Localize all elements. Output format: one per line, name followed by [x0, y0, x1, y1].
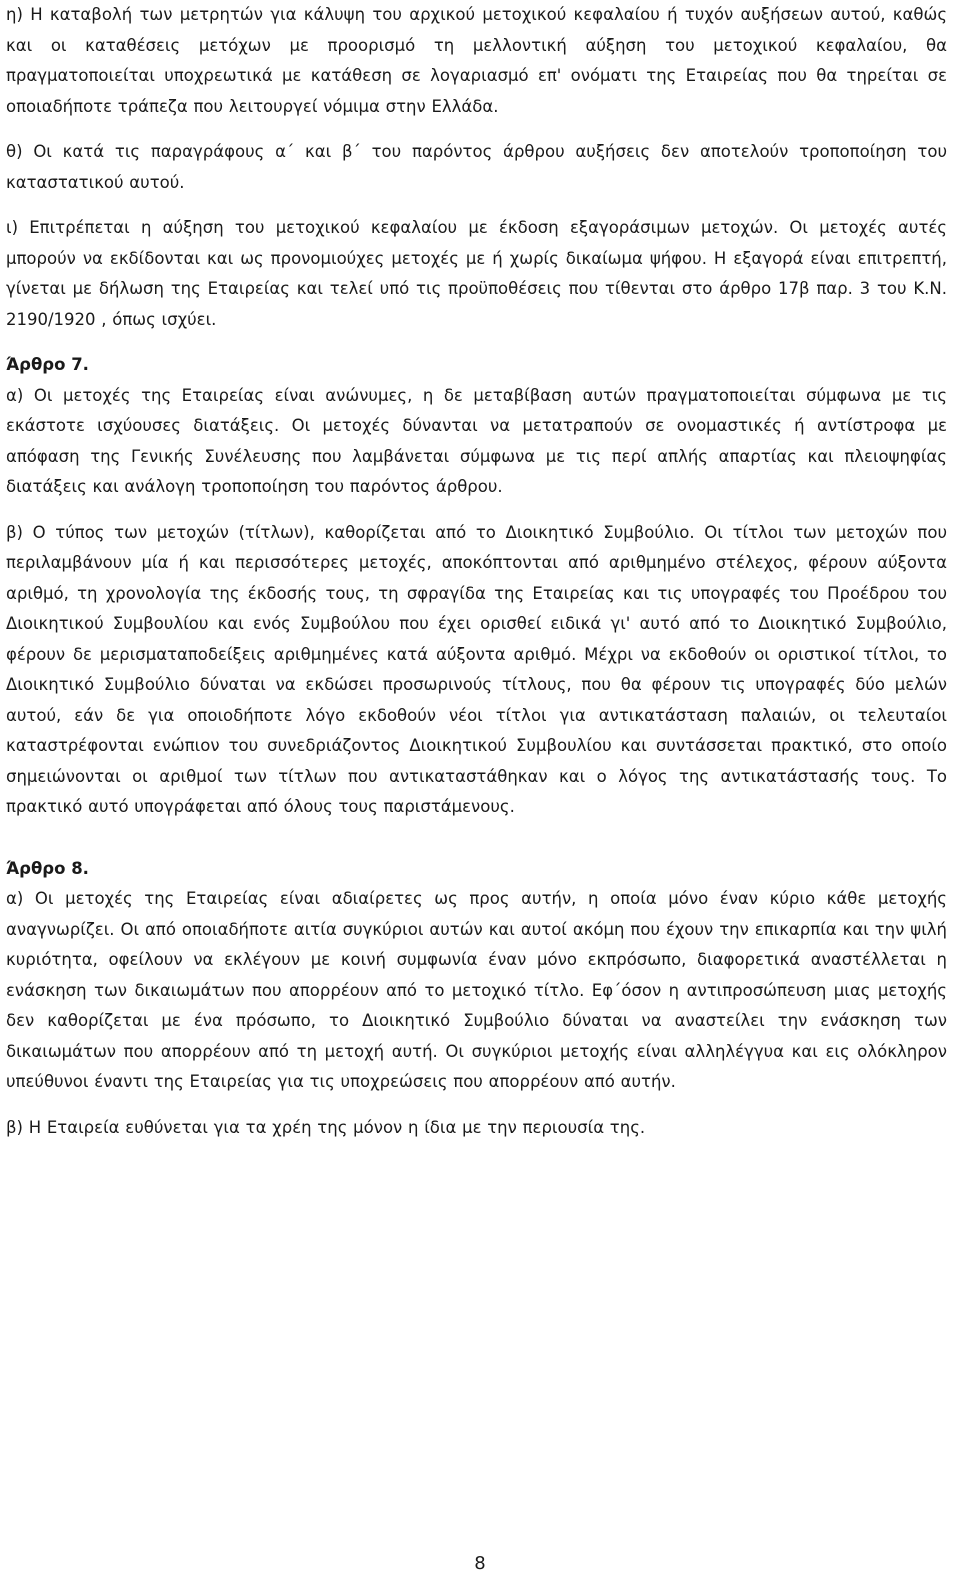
spacer	[6, 198, 947, 213]
spacer	[6, 823, 947, 854]
article-8-paragraph-a: α) Οι μετοχές της Εταιρείας είναι αδιαίρετες ως προς αυτήν, η οποία μόνο έναν κύριο κάθε μετοχής αναγνωρίζει. Οι από οποιαδήποτε αιτία συγκύριοι αυτών και αυτοί ακόμη που έχουν την επικαρπία και την ψιλή κυριότητα, οφείλουν να εκλέγουν με κοινή συμφωνία έναν μόνο εκπρόσωπο, διαφορετικά αναστέλλεται η ενάσκηση των δικαιωμάτων που απορρέουν από το μετοχικό τίτλο. Εφ΄όσον η αντιπροσώπευση μιας μετοχής δεν καθορίζεται με ένα πρόσωπο, το Διοικητικό Συμβούλιο δύναται να αναστείλει την ενάσκηση των δικαιωμάτων που απορρέουν από τη μετοχή αυτή. Οι συγκύριοι μετοχής είναι αλληλέγγυα και εις ολόκληρον υπεύθυνοι έναντι της Εταιρείας για τις υποχρεώσεις που απορρέουν από αυτήν.	[6, 889, 947, 1091]
article-7-title: Άρθρο 7.	[6, 355, 89, 374]
article-8-title: Άρθρο 8.	[6, 858, 89, 878]
paragraph-iota: ι) Επιτρέπεται η αύξηση του μετοχικού κεφαλαίου με έκδοση εξαγοράσιμων μετοχών. Οι μετοχές αυτές μπορούν να εκδίδονται και ως προνομιούχες μετοχές με ή χωρίς δικαίωμα ψήφου. Η εξαγορά είναι επιτρεπτή, γίνεται με δήλωση της Εταιρείας και τελεί υπό τις προϋποθέσεις που τίθενται στο άρθρο 17β παρ. 3 του Κ.Ν. 2190/1920 , όπως ισχύει.	[6, 218, 947, 329]
spacer	[6, 335, 947, 350]
spacer	[6, 503, 947, 518]
article-8-paragraph-b: β) Η Εταιρεία ευθύνεται για τα χρέη της μόνον η ίδια με την περιουσία της.	[6, 1117, 646, 1137]
page-number: 8	[474, 1553, 486, 1574]
article-7-paragraph-b: β) Ο τύπος των μετοχών (τίτλων), καθορίζεται από το Διοικητικό Συμβούλιο. Οι τίτλοι των μετοχών που περιλαμβάνουν μία ή και περισσότερες μετοχές, αποκόπτονται από αριθμημένο στέλεχος, φέρουν αύξοντα αριθμό, τη χρονολογία της έκδοσής τους, τη σφραγίδα της Εταιρείας και τις υπογραφές του Προέδρου του Διοικητικού Συμβουλίου και ενός Συμβούλου που έχει ορισθεί ειδικά γι' αυτό από το Διοικητικό Συμβούλιο, φέρουν δε μερισματαποδείξεις αριθμημένες κατά αύξοντα αριθμό. Μέχρι να εκδοθούν οι οριστικοί τίτλοι, το Διοικητικό Συμβούλιο δύναται να εκδώσει προσωρινούς τίτλους, που θα φέρουν τις υπογραφές δύο μελών αυτού, εάν δε για οποιοδήποτε λόγο εκδοθούν νέοι τίτλοι για αντικατάσταση παλαιών, οι τελευταίοι καταστρέφονται ενώπιον του συνεδριάζοντος Διοικητικού Συμβουλίου και συντάσσεται πρακτικό, στο οποίο σημειώνονται οι αριθμοί των τίτλων που αντικαταστάθηκαν και ο λόγος της αντικατάστασής τους. Το πρακτικό αυτό υπογράφεται από όλους τους παριστάμενους.	[6, 522, 947, 816]
spacer	[6, 122, 947, 137]
paragraph-eta: η) Η καταβολή των μετρητών για κάλυψη του αρχικού μετοχικού κεφαλαίου ή τυχόν αυξήσεων αυτού, καθώς και οι καταθέσεις μετόχων με προορισμό τη μελλοντική αύξηση του μετοχικού κεφαλαίου, θα πραγματοποιείται υποχρεωτικά με κατάθεση σε λογαριασμό επ' ονόματι της Εταιρείας που θα τηρείται σε οποιαδήποτε τράπεζα που λειτουργεί νόμιμα στην Ελλάδα.	[6, 5, 947, 116]
document-page	[6, 0, 947, 1143]
spacer	[6, 1098, 947, 1113]
paragraph-theta: θ) Οι κατά τις παραγράφους α΄ και β΄ του παρόντος άρθρου αυξήσεις δεν αποτελούν τροποποίηση του καταστατικού αυτού.	[6, 142, 947, 192]
article-7-paragraph-a: α) Οι μετοχές της Εταιρείας είναι ανώνυμες, η δε μεταβίβαση αυτών πραγματοποιείται σύμφωνα με τις εκάστοτε ισχύουσες διατάξεις. Οι μετοχές δύνανται να μετατραπούν σε ονομαστικές ή αντίστροφα με απόφαση της Γενικής Συνέλευσης που λαμβάνεται σύμφωνα με τις περί απλής απαρτίας και πλειοψηφίας διατάξεις και ανάλογη τροποποίηση του παρόντος άρθρου.	[6, 385, 947, 496]
